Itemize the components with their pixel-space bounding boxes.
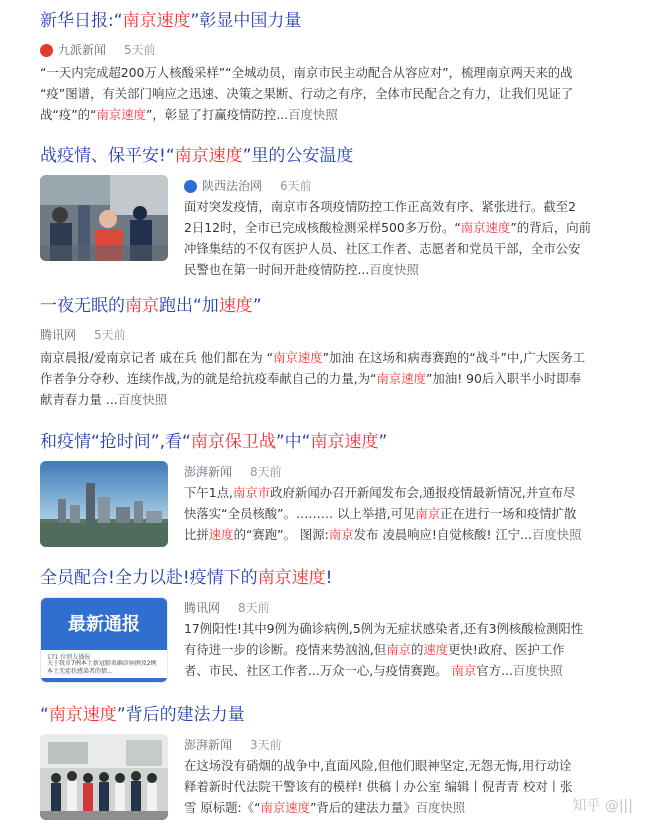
result-5-abstract: 17例阳性!其中9例为确诊病例,5例为无症状感染者,还有3例核酸检测阳性 有待进一步的诊断。疫情来势汹汹,但南京的速度更快!政府、医护工作 者、市民、社区工作者...万众一心,与疫情赛跑。 南京官方...百度快照: [184, 621, 584, 678]
source-name[interactable]: 澎湃新闻: [184, 738, 233, 752]
thumb-headline: 最新通报: [68, 614, 140, 635]
result-4-source: [184, 464, 639, 480]
jiupai-logo-icon: [40, 44, 53, 57]
result-5-source: [184, 600, 639, 616]
search-result-3: [40, 295, 639, 410]
result-4-thumbnail[interactable]: [40, 461, 168, 547]
result-6-title[interactable]: “南京速度”背后的建法力量: [40, 705, 245, 725]
snapshot-link[interactable]: 百度快照: [288, 107, 338, 122]
snapshot-link[interactable]: 百度快照: [415, 800, 466, 815]
snapshot-link[interactable]: 百度快照: [531, 527, 582, 542]
result-4-abstract: 下午1点,南京市政府新闻办召开新闻发布会,通报疫情最新情况,并宣布尽 快落实“全员核酸”。……… 以上举措,可见南京正在进行一场和疫情扩散 比拼速度的“赛跑”。 图源:南京发布 凌晨响应!自觉核酸! 江宁...百度快照: [184, 485, 582, 542]
result-3-abstract: 南京晨报/爱南京记者 戚在兵 他们都在为 “南京速度”加油 在这场和病毒赛跑的“战斗”中,广大医务工 作者争分夺秒、连续作战,为的就是给抗疫奉献自己的力量,为“南京速度”加油! 90后入职半小时即奉 献青春力量 ...百度快照: [40, 350, 586, 407]
source-name[interactable]: 澎湃新闻: [184, 465, 233, 479]
result-1-title[interactable]: 新华日报:“南京速度”彰显中国力量: [40, 11, 302, 31]
result-2-thumbnail[interactable]: [40, 175, 168, 261]
source-name[interactable]: 腾讯网: [184, 601, 221, 615]
thumb-caption: 关于我市7例本土新冠肺炎确诊病例及2例本土无症状感染者的情...: [47, 660, 157, 675]
result-4-title[interactable]: 和疫情“抢时间”,看“南京保卫战”中“南京速度”: [40, 432, 388, 452]
source-name[interactable]: 腾讯网: [40, 328, 77, 342]
result-6-abstract: 在这场没有硝烟的战争中,直面风险,但他们眼神坚定,无怨无悔,用行动诠 释着新时代法院干警该有的模样! 供稿丨办公室 编辑丨倪青青 校对丨张 雪 原标题:《“南京速度”背后的建法力量》百度快照: [184, 758, 573, 815]
search-result-1: [40, 10, 639, 125]
source-time: 3天前: [250, 738, 282, 752]
result-5-title[interactable]: 全员配合!全力以赴!疫情下的南京速度!: [40, 568, 333, 588]
search-result-5: [40, 567, 639, 683]
result-6-thumbnail[interactable]: [40, 734, 168, 820]
zhihu-watermark: 知乎 @|||: [572, 798, 633, 814]
search-result-6: [40, 704, 639, 820]
result-3-source: [40, 327, 639, 343]
result-2-title[interactable]: 战疫情、保平安!“南京速度”里的公安温度: [40, 146, 354, 166]
snapshot-link[interactable]: 百度快照: [512, 663, 563, 678]
source-time: 5天前: [124, 43, 156, 57]
thumb-subline: 171 位朋友播报: [47, 654, 91, 661]
result-5-thumbnail[interactable]: [40, 597, 168, 683]
source-name[interactable]: 九派新闻: [58, 43, 107, 57]
result-6-source: [184, 737, 639, 753]
search-result-4: [40, 431, 639, 547]
source-time: 5天前: [94, 328, 126, 342]
result-1-abstract: “一天内完成超200万人核酸采样”“全城动员，南京市民主动配合从容应对”，梳理南京两天来的战 “疫”图谱，有关部门响应之迅速、决策之果断、行动之有序，全体市民配合之有力，让我们见证了 战“疫”的“南京速度”，彰显了打赢疫情防控...百度快照: [40, 65, 574, 122]
source-time: 6天前: [280, 179, 312, 193]
shaanxi-law-logo-icon: [184, 180, 197, 193]
result-2-abstract: 面对突发疫情，南京市各项疫情防控工作正高效有序、紧张进行。截至2 2日12时，全市已完成核酸检测采样500多万份。“南京速度”的背后，向前 冲锋集结的不仅有医护人员、社区工作者、志愿者和党员干部，全市公安 民警也在第一时间开赴疫情防控...百度快照: [184, 199, 592, 277]
result-3-title[interactable]: 一夜无眠的南京跑出“加速度”: [40, 296, 262, 316]
snapshot-link[interactable]: 百度快照: [369, 262, 419, 277]
search-result-2: [40, 145, 639, 280]
result-1-source: [40, 42, 639, 58]
source-time: 8天前: [250, 465, 282, 479]
snapshot-link[interactable]: 百度快照: [117, 392, 168, 407]
source-time: 8天前: [238, 601, 270, 615]
result-2-source: [184, 178, 639, 194]
source-name[interactable]: 陕西法治网: [202, 179, 263, 193]
